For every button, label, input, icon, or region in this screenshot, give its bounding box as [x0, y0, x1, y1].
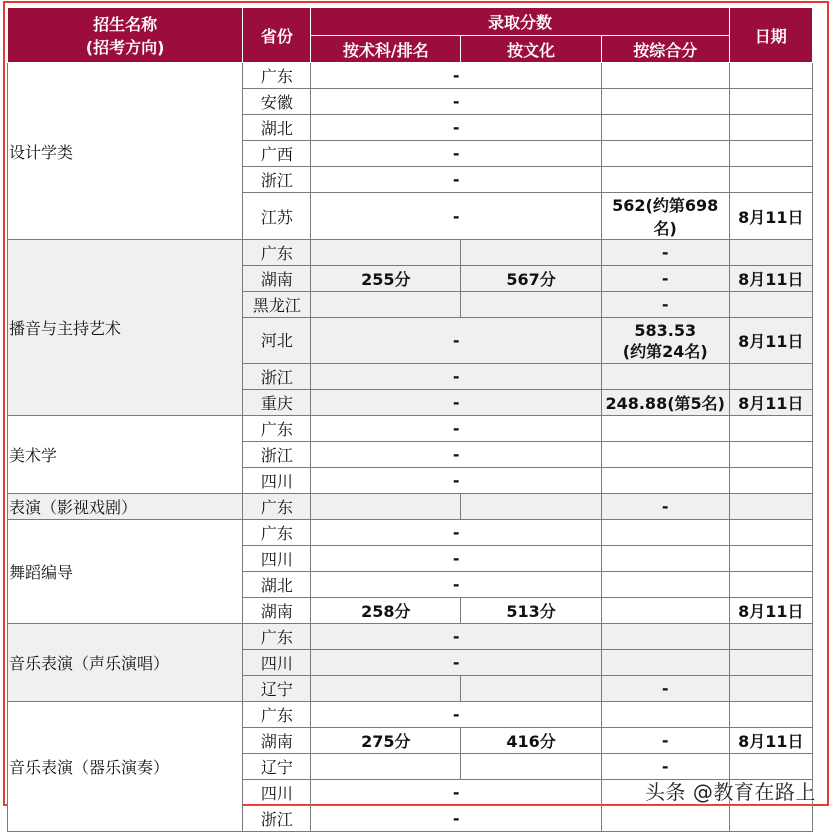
score-culture-cell: [461, 292, 602, 318]
score-total-cell: -: [601, 292, 729, 318]
score-total-cell: 562(约第698名): [601, 193, 729, 240]
date-cell: [729, 89, 812, 115]
province-cell: 浙江: [243, 442, 311, 468]
score-major-culture-cell: -: [311, 650, 601, 676]
province-cell: 广东: [243, 63, 311, 89]
date-cell: [729, 167, 812, 193]
date-cell: 8月11日: [729, 598, 812, 624]
score-major-culture-cell: -: [311, 702, 601, 728]
date-cell: 8月11日: [729, 193, 812, 240]
score-major-culture-cell: -: [311, 318, 601, 364]
score-total-cell: 583.53 (约第24名): [601, 318, 729, 364]
score-total-cell: [601, 546, 729, 572]
score-culture-cell: [461, 676, 602, 702]
date-cell: [729, 494, 812, 520]
score-culture-cell: 567分: [461, 266, 602, 292]
score-culture-cell: [461, 494, 602, 520]
date-cell: 8月11日: [729, 318, 812, 364]
score-major-culture-cell: -: [311, 416, 601, 442]
score-total-cell: [601, 702, 729, 728]
province-cell: 湖北: [243, 572, 311, 598]
table-row: [8, 416, 813, 442]
province-cell: 广西: [243, 141, 311, 167]
score-major-culture-cell: -: [311, 546, 601, 572]
date-cell: [729, 624, 812, 650]
province-cell: 黑龙江: [243, 292, 311, 318]
score-major-culture-cell: -: [311, 572, 601, 598]
table-row: [8, 624, 813, 650]
date-cell: [729, 115, 812, 141]
col-header-scores: 录取分数: [311, 8, 729, 36]
score-major-culture-cell: -: [311, 442, 601, 468]
score-major-cell: [311, 494, 461, 520]
score-culture-cell: [461, 240, 602, 266]
date-cell: [729, 292, 812, 318]
score-total-cell: -: [601, 240, 729, 266]
score-total-cell: 248.88(第5名): [601, 390, 729, 416]
score-total-cell: [601, 624, 729, 650]
date-cell: [729, 468, 812, 494]
table-row: [8, 494, 813, 520]
province-cell: 广东: [243, 702, 311, 728]
score-total-cell: [601, 650, 729, 676]
score-total-cell: [601, 468, 729, 494]
province-cell: 浙江: [243, 806, 311, 832]
col-header-name-line1: 招生名称: [93, 15, 158, 34]
program-name-cell: 表演（影视戏剧）: [8, 494, 243, 520]
col-header-name: [8, 8, 243, 63]
province-cell: 安徽: [243, 89, 311, 115]
score-major-culture-cell: -: [311, 364, 601, 390]
date-cell: [729, 364, 812, 390]
score-culture-cell: [461, 754, 602, 780]
province-cell: 湖南: [243, 598, 311, 624]
score-total-cell: [601, 806, 729, 832]
score-total-cell: [601, 416, 729, 442]
score-total-cell: -: [601, 676, 729, 702]
admission-score-table: [7, 7, 813, 832]
col-header-province: 省份: [243, 8, 311, 63]
province-cell: 四川: [243, 650, 311, 676]
col-header-date: 日期: [729, 8, 812, 63]
score-total-cell: [601, 364, 729, 390]
score-major-culture-cell: -: [311, 89, 601, 115]
program-name-cell: 舞蹈编导: [8, 520, 243, 624]
program-name-cell: 设计学类: [8, 63, 243, 240]
date-cell: [729, 416, 812, 442]
province-cell: 四川: [243, 546, 311, 572]
province-cell: 湖南: [243, 266, 311, 292]
score-total-cell: [601, 115, 729, 141]
province-cell: 湖北: [243, 115, 311, 141]
table-row: [8, 240, 813, 266]
date-cell: [729, 702, 812, 728]
score-major-culture-cell: -: [311, 115, 601, 141]
score-culture-cell: 416分: [461, 728, 602, 754]
province-cell: 广东: [243, 240, 311, 266]
score-major-culture-cell: -: [311, 624, 601, 650]
date-cell: 8月11日: [729, 728, 812, 754]
date-cell: 8月11日: [729, 266, 812, 292]
program-name-cell: 美术学: [8, 416, 243, 494]
table-row: [8, 520, 813, 546]
score-major-cell: 255分: [311, 266, 461, 292]
admission-score-table-frame: [3, 1, 829, 829]
date-cell: [729, 676, 812, 702]
province-cell: 浙江: [243, 167, 311, 193]
score-major-cell: [311, 292, 461, 318]
score-major-cell: 275分: [311, 728, 461, 754]
score-major-culture-cell: -: [311, 806, 601, 832]
watermark-text: 头条 @教育在路上: [645, 780, 816, 804]
program-name-cell: 播音与主持艺术: [8, 240, 243, 416]
score-total-cell: [601, 520, 729, 546]
score-major-cell: [311, 240, 461, 266]
province-cell: 河北: [243, 318, 311, 364]
score-total-cell: -: [601, 754, 729, 780]
score-major-culture-cell: -: [311, 390, 601, 416]
province-cell: 广东: [243, 494, 311, 520]
province-cell: 江苏: [243, 193, 311, 240]
score-major-culture-cell: -: [311, 520, 601, 546]
col-header-name-line2: (招考方向): [85, 38, 165, 57]
score-total-cell: [601, 167, 729, 193]
col-header-by-major: 按术科/排名: [311, 36, 461, 63]
table-row: [8, 702, 813, 728]
score-major-cell: [311, 676, 461, 702]
score-major-culture-cell: -: [311, 193, 601, 240]
date-cell: [729, 520, 812, 546]
col-header-by-total: 按综合分: [601, 36, 729, 63]
program-name-cell: 音乐表演（声乐演唱）: [8, 624, 243, 702]
date-cell: [729, 572, 812, 598]
province-cell: 浙江: [243, 364, 311, 390]
province-cell: 辽宁: [243, 676, 311, 702]
score-total-cell: [601, 63, 729, 89]
table-header: [8, 8, 813, 63]
province-cell: 四川: [243, 780, 311, 806]
province-cell: 广东: [243, 520, 311, 546]
score-major-cell: 258分: [311, 598, 461, 624]
province-cell: 湖南: [243, 728, 311, 754]
date-cell: [729, 806, 812, 832]
table-row: [8, 63, 813, 89]
col-header-by-culture: 按文化: [461, 36, 602, 63]
province-cell: 广东: [243, 624, 311, 650]
score-total-cell: -: [601, 266, 729, 292]
score-major-culture-cell: -: [311, 63, 601, 89]
program-name-cell: 音乐表演（器乐演奏）: [8, 702, 243, 832]
score-major-culture-cell: -: [311, 780, 601, 806]
score-total-cell: [601, 141, 729, 167]
score-total-cell: -: [601, 728, 729, 754]
score-total-cell: [601, 442, 729, 468]
score-major-culture-cell: -: [311, 167, 601, 193]
date-cell: 8月11日: [729, 390, 812, 416]
score-total-cell: [601, 598, 729, 624]
province-cell: 广东: [243, 416, 311, 442]
date-cell: [729, 141, 812, 167]
score-total-cell: -: [601, 494, 729, 520]
date-cell: [729, 650, 812, 676]
score-major-culture-cell: -: [311, 141, 601, 167]
province-cell: 重庆: [243, 390, 311, 416]
date-cell: [729, 442, 812, 468]
score-total-cell: [601, 89, 729, 115]
table-body: [8, 63, 813, 832]
date-cell: [729, 240, 812, 266]
date-cell: [729, 546, 812, 572]
score-culture-cell: 513分: [461, 598, 602, 624]
province-cell: 辽宁: [243, 754, 311, 780]
score-major-culture-cell: -: [311, 468, 601, 494]
score-total-cell: [601, 572, 729, 598]
score-major-cell: [311, 754, 461, 780]
date-cell: [729, 63, 812, 89]
province-cell: 四川: [243, 468, 311, 494]
